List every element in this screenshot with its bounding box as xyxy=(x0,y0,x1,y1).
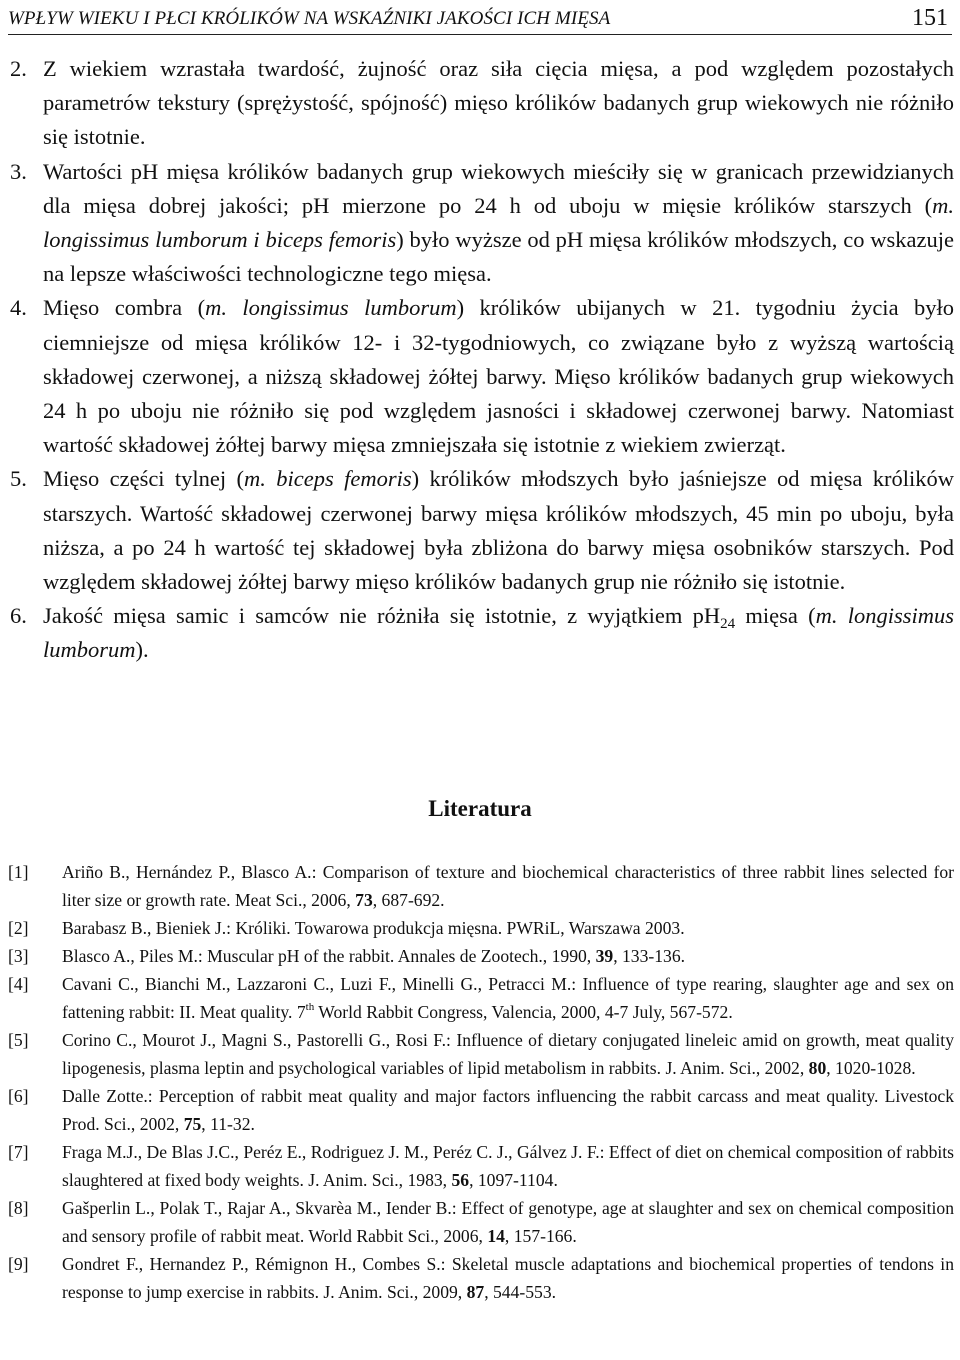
reference-text: , 157-166. xyxy=(504,1226,577,1246)
conclusion-item xyxy=(10,462,954,599)
conclusion-text: ) królików ubijanych w 21. tygodniu życia było ciemniejsze od mięsa królików 12- i 32-tygodniowych, co związane było z wyższą wartością składowej czerwonej, a niższą składowej żółtej barwy. Mięso królików badanych grup wiekowych 24 h po uboju nie różniło się pod względem jasności i składowej czerwonej barwy. Natomiast wartość składowej żółtej barwy mięsa zmniejszała się istotnie z wiekiem zwierząt. xyxy=(43,295,954,458)
conclusion-item xyxy=(10,52,954,155)
reference-item xyxy=(8,1250,954,1306)
conclusion-item xyxy=(10,291,954,462)
volume: 14 xyxy=(487,1226,505,1246)
reference-number: [7] xyxy=(8,1142,29,1162)
superscript: th xyxy=(305,1001,315,1013)
reference-text: Cavani C., Bianchi M., Lazzaroni C., Luzi F., Minelli G., Petracci M.: Influence of type rearing, slaughter age and sex on fattening rabbit: II. Meat quality. 7 xyxy=(62,974,954,1022)
conclusion-number: 6. xyxy=(10,603,27,629)
volume: 80 xyxy=(808,1058,827,1078)
reference-number: [3] xyxy=(8,946,29,966)
running-title: WPŁYW WIEKU I PŁCI KRÓLIKÓW NA WSKAŹNIKI JAKOŚCI ICH MIĘSA xyxy=(8,8,611,29)
reference-item xyxy=(8,1026,954,1082)
reference-text: Barabasz B., Bieniek J.: Króliki. Towarowa produkcja mięsna. PWRiL, Warszawa 2003. xyxy=(62,918,685,938)
conclusion-text: Jakość mięsa samic i samców nie różniła się istotnie, z wyjątkiem pH xyxy=(43,603,721,629)
conclusion-text: ) królików młodszych było jaśniejsze od mięsa królików starszych. Wartość składowej czerwonej barwy mięsa królików młodszych, 45 min po uboju, była niższa, a po 24 h wartość tej składowej była zbliżona do barwy mięsa osobników starszych. Pod względem składowej żółtej barwy mięso królików badanych grup nie różniło się istotnie. xyxy=(43,466,954,595)
conclusion-number: 5. xyxy=(10,466,27,492)
volume: 75 xyxy=(183,1114,202,1134)
reference-text: Blasco A., Piles M.: Muscular pH of the rabbit. Annales de Zootech., 1990, xyxy=(62,946,596,966)
reference-item xyxy=(8,942,954,970)
reference-text: World Rabbit Congress, Valencia, 2000, 4-7 July, 567-572. xyxy=(314,1002,733,1022)
reference-number: [1] xyxy=(8,862,29,882)
reference-item xyxy=(8,858,954,914)
conclusion-item xyxy=(10,155,954,292)
reference-item xyxy=(8,914,954,942)
conclusion-text: Mięso części tylnej ( xyxy=(43,466,245,492)
conclusions-list xyxy=(10,52,954,668)
page-number: 151 xyxy=(912,5,948,31)
reference-item xyxy=(8,970,954,1026)
muscle-name: m. biceps femoris xyxy=(244,466,412,492)
reference-number: [2] xyxy=(8,918,29,938)
reference-number: [9] xyxy=(8,1254,29,1274)
volume: 39 xyxy=(595,946,614,966)
page-header xyxy=(8,0,952,35)
reference-text: , 544-553. xyxy=(484,1282,557,1302)
reference-text: Gondret F., Hernandez P., Rémignon H., Combes S.: Skeletal muscle adaptations and biochemical properties of tendons in response to jump exercise in rabbits. J. Anim. Sci., 2009, xyxy=(62,1254,954,1302)
reference-text: Fraga M.J., De Blas J.C., Peréz E., Rodriguez J. M., Peréz C. J., Gálvez J. F.: Effect of diet on chemical composition of rabbits slaughtered at fixed body weights. J. Anim. Sci., 1983, xyxy=(62,1142,954,1190)
conclusion-item xyxy=(10,599,954,667)
conclusion-text: ) było wyższe od pH mięsa królików młodszych, co wskazuje na lepsze właściwości technologiczne tego mięsa. xyxy=(43,227,954,287)
conclusion-number: 4. xyxy=(10,295,27,321)
volume: 56 xyxy=(451,1170,470,1190)
muscle-name: m. longissimus lumborum i biceps femoris xyxy=(43,192,954,253)
conclusion-text: Wartości pH mięsa królików badanych grup wiekowych mieściły się w granicach przewidzianych dla mięsa dobrej jakości; pH mierzone po 24 h od uboju w mięsie królików starszych ( xyxy=(43,158,954,218)
reference-number: [5] xyxy=(8,1030,29,1050)
reference-text: Dalle Zotte.: Perception of rabbit meat quality and major factors influencing the rabbit carcass and meat quality. Livestock Prod. Sci., 2002, xyxy=(62,1086,954,1134)
conclusion-text: Z wiekiem wzrastała twardość, żujność oraz siła cięcia mięsa, a pod względem pozostałych parametrów tekstury (sprężystość, spójność) mięso królików badanych grup wiekowych nie różniło się istotnie. xyxy=(43,56,954,150)
reference-text: Gašperlin L., Polak T., Rajar A., Skvarèa M., Iender B.: Effect of genotype, age at slaughter and sex on chemical composition and sensory profile of rabbit meat. World Rabbit Sci., 2006, xyxy=(62,1198,954,1246)
reference-number: [6] xyxy=(8,1086,29,1106)
reference-number: [4] xyxy=(8,974,29,994)
reference-item xyxy=(8,1138,954,1194)
volume: 87 xyxy=(466,1282,485,1302)
conclusion-number: 3. xyxy=(10,158,27,184)
volume: 73 xyxy=(355,890,373,910)
reference-item xyxy=(8,1082,954,1138)
conclusion-text: ). xyxy=(135,637,149,663)
muscle-name: m. longissimus lumborum xyxy=(205,295,457,321)
reference-text: , 687-692. xyxy=(372,890,445,910)
reference-text: , 11-32. xyxy=(201,1114,255,1134)
conclusion-number: 2. xyxy=(10,56,27,81)
reference-text: Ariño B., Hernández P., Blasco A.: Comparison of texture and biochemical characteristics of three rabbit lines selected for liter size or growth rate. Meat Sci., 2006, xyxy=(62,862,954,910)
references-list xyxy=(8,858,954,1306)
subscript: 24 xyxy=(720,616,736,633)
reference-text: , 133-136. xyxy=(613,946,686,966)
reference-text: , 1020-1028. xyxy=(826,1058,916,1078)
reference-item xyxy=(8,1194,954,1250)
literature-heading: Literatura xyxy=(428,796,532,821)
conclusion-text: Mięso combra ( xyxy=(43,295,206,321)
conclusion-text: mięsa ( xyxy=(735,603,816,629)
reference-number: [8] xyxy=(8,1198,29,1218)
reference-text: Corino C., Mourot J., Magni S., Pastorelli G., Rosi F.: Influence of dietary conjugated lineleic amid on growth, meat quality lipogenesis, plasma leptin and psychological variables of lipid metabolism in rabbits. J. Anim. Sci., 2002, xyxy=(62,1030,954,1078)
muscle-name: m. longissimus lumborum xyxy=(43,603,954,663)
reference-text: , 1097-1104. xyxy=(469,1170,558,1190)
